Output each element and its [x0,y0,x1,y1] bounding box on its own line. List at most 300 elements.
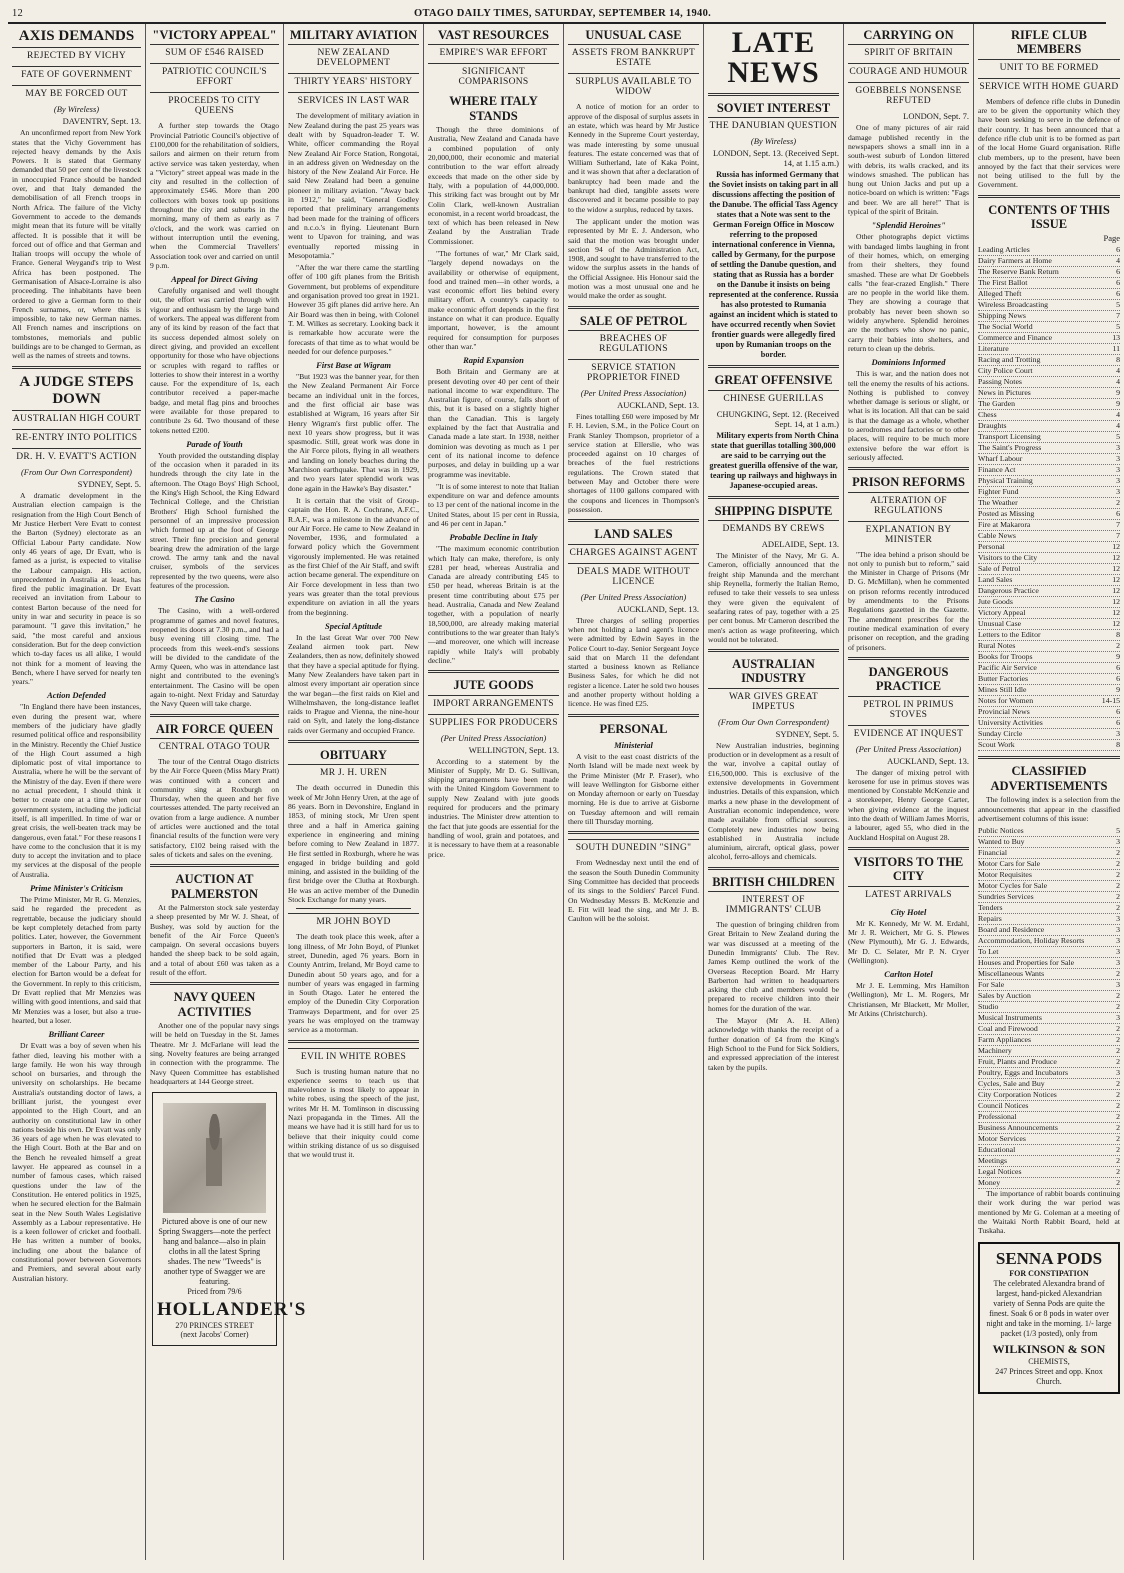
list-item-title: Finance Act [978,465,1016,475]
list-item-title: Fire at Makarora [978,520,1031,530]
headline-navy-queen: NAVY QUEEN ACTIVITIES [173,990,256,1019]
ad-text: The celebrated Alexandra brand of largest, hand-picked Alexandrian variety of Senna Pods are quite the finest. Soak 6 or 8 pods in water over night and take in the morning. 1/- large packet (1/3 posted), only from [986,1278,1112,1338]
list-item-page: 5 [1116,300,1120,310]
subhead: DR. H. V. EVATT'S ACTION [12,448,141,465]
list-item-page: 6 [1116,278,1120,288]
list-item [978,1057,1120,1068]
list-item [978,685,1120,696]
byline: (Per United Press Association) [440,732,547,743]
list-item-title: Sale of Petrol [978,564,1021,574]
article-text: "After the war there came the startling offer of 100 gift planes from the British Government, but problems of expenditure and organisation proved too great in 1921. However 35 gift planes did arrive here. An Air Board was then in being, with Colonel T. M. Wilkes as secretary. Looking back it is remarkable how accurate were the forecasts of that time as to what would be needed for our defence purposes." [288,263,419,356]
list-item [978,476,1120,487]
list-item-title: Cycles, Sale and Buy [978,1079,1045,1089]
list-item-title: The Weather [978,498,1018,508]
subhead: SERVICE STATION PROPRIETOR FINED [568,359,699,386]
list-item [978,399,1120,410]
list-item [978,1123,1120,1134]
list-item [978,245,1120,256]
list-item-title: Victory Appeal [978,608,1026,618]
subhead: SUM OF £546 RAISED [150,44,279,61]
list-item [978,355,1120,366]
article-text: The importance of rabbit boards continuing their work during the war period was mentioned by Mr G. Coleman at a meeting of the Waitaki North Rabbit Board, held at Tuskaha. [978,1189,1120,1236]
list-item-title: Educational [978,1145,1016,1155]
list-item-title: Provincial News [978,707,1030,717]
list-item-page: 2 [1116,1156,1120,1166]
list-item-title: Poultry, Eggs and Incubators [978,1068,1069,1078]
list-item-title: Shipping News [978,311,1026,321]
subhead: FATE OF GOVERNMENT [12,66,141,83]
list-item-title: Financial [978,848,1008,858]
list-item-page: 2 [1116,881,1120,891]
list-item-title: Coal and Firewood [978,1024,1038,1034]
list-item [978,947,1120,958]
list-item-title: Cable News [978,531,1016,541]
list-item [978,586,1120,597]
list-item [978,980,1120,991]
list-item [978,1035,1120,1046]
list-item-page: 2 [1116,1002,1120,1012]
subhead-evil-white-robes: EVIL IN WHITE ROBES [288,1048,419,1065]
list-item-page: 3 [1116,465,1120,475]
list-item-title: Motor Cycles for Sale [978,881,1048,891]
sidehead: Ministerial [614,739,653,750]
subhead: THIRTY YEARS' HISTORY [288,73,419,90]
list-item [978,826,1120,837]
list-item-title: Draughts [978,421,1007,431]
article-text: It is certain that the visit of Group-captain the Hon. R. A. Cochrane, A.F.C., R.A.F., was a milestone in the advance of our Air Force. He came to New Zealand in November, 1936, and formulated a forward policy which the Government vigorously implemented. He was retained as the first Chief of the Air Staff, and swift action became general. The expenditure on Air Force development in less than two years was greater than the total previous expenditure on aviation in all the years from the beginning. [288,495,419,617]
hollanders-advertisement [152,1092,307,1346]
headline-shipping-dispute: SHIPPING DISPUTE [714,503,833,518]
divider [296,908,411,909]
list-item-title: Leading Articles [978,245,1030,255]
article-text: "The idea behind a prison should be not only to punish but to reform," said the Minister in Charge of Prisons (Mr D. G. McMillan), when he commented on prison reforms recently introduced by amendments to the Prisons Regulations gazetted in the Gazette. The amendment prescribes for the routine medical examination of every prisoner on reception, and the grading of prisoners. [848,549,969,652]
list-item [978,553,1120,564]
list-item-title: Fruit, Plants and Produce [978,1057,1057,1067]
list-item-title: Mines Still Idle [978,685,1027,695]
list-item-page: 4 [1116,421,1120,431]
list-item-page: 4 [1116,366,1120,376]
list-item-title: The Saint's Progress [978,443,1042,453]
list-item [978,1178,1120,1189]
subhead: SPIRIT OF BRITAIN [848,44,969,61]
dateline: ADELAIDE, Sept. 13. [761,539,839,550]
list-item-page: 4 [1116,410,1120,420]
divider [708,496,839,499]
subhead: DEALS MADE WITHOUT LICENCE [568,563,699,590]
list-item-page: 2 [1116,848,1120,858]
subhead: PATRIOTIC COUNCIL'S EFFORT [150,63,279,90]
list-item [978,837,1120,848]
dateline: SYDNEY, Sept. 5. [775,728,839,739]
sidehead: First Base at Wigram [316,360,391,371]
list-item-page: 14-15 [1101,696,1120,706]
list-item-page: 8 [1116,630,1120,640]
list-item-title: Rural Notes [978,641,1016,651]
list-item [978,848,1120,859]
list-item [978,859,1120,870]
list-item-page: 6 [1116,267,1120,277]
list-item-page: 2 [1116,498,1120,508]
subhead: ASSETS FROM BANKRUPT ESTATE [568,44,699,71]
ad-address: 270 PRINCES STREET [175,1321,254,1331]
list-item-title: Personal [978,542,1005,552]
article-text: New Australian industries, beginning production or in development as a result of the war, involve a capital outlay of £16,500,000. This is exclusive of the extensive developments in Government industries. Details of this expansion, which marks a new phase in the development of Australian economic independence, were made available from official sources. Completely new industries now being established in Australia include aluminium, aircraft, optical glass, power alcohol, ferro-alloys and chemicals. [708,740,839,862]
list-item-page: 3 [1116,947,1120,957]
article-text-bold: Military experts from North China state that guerillas totalling 300,000 are said to be carrying out the greatest guerilla offensive of the war, tearing up railways and highways in Japanese-occupied areas. [709,430,839,490]
headline-visitors: VISITORS TO THE CITY [853,854,964,884]
list-item [978,663,1120,674]
list-item [978,377,1120,388]
list-item [978,740,1120,751]
divider [150,714,279,717]
dateline: AUCKLAND, Sept. 13. [617,603,699,614]
senna-pods-advertisement [978,1242,1120,1394]
list-item [978,344,1120,355]
divider [568,714,699,717]
list-item-page: 2 [1116,1145,1120,1155]
subhead: WAR GIVES GREAT IMPETUS [708,688,839,715]
divider [978,195,1120,198]
list-item-page: 8 [1116,355,1120,365]
subhead: SERVICES IN LAST WAR [288,92,419,109]
list-item-page: 3 [1116,925,1120,935]
list-item-title: Books for Troops [978,652,1033,662]
headline-where-italy-stands: WHERE ITALY STANDS [449,94,538,123]
article-text: Such is trusting human nature that no experience seems to teach us that malevolence is most likely to appear in white robes, using the speech of the just, writes Mr H. M. Tomlinson in discussing Nazi propaganda in the Times. All the means we have had it is still hard for us to believe that their iniquity could come within striking distance of us so disguised that we would trust it. [288,1066,419,1160]
list-item-title: University Activities [978,718,1043,728]
headline-auction-palmerston: AUCTION AT PALMERSTON [170,872,259,901]
list-item [978,1024,1120,1035]
article-text: Mr J. E. Lemming, Mrs Hamilton (Wellington), Mr L. M. Rogers, Mr Christiansen, Mr Blackett, Mr Moller, Mr Atkins (Christchurch). [848,981,969,1019]
subhead: SUPPLIES FOR PRODUCERS [428,714,559,731]
list-item [978,1068,1120,1079]
list-item [978,322,1120,333]
headline-rifle-club: RIFLE CLUB MEMBERS [1010,28,1088,57]
subhead: SERVICE WITH HOME GUARD [978,78,1120,95]
subhead: INTEREST OF IMMIGRANTS' CLUB [708,891,839,918]
article-text: Youth provided the outstanding display of the occasion when it paraded in its hundreds through the city late in the afternoon. The Otago Boys' High School, the King's High School, the King Edward Technical College, and the Christian Brothers' High School furnished the personnel of an impressive procession which formed up at the foot of George street. Their fine precision and general bearing drew the admiration of the large crowd. The army tank and the naval cruiser, symbols of the services represented by the two queens, were also features of the procession. [150,450,279,591]
list-item-page: 2 [1116,859,1120,869]
list-item-title: For Sale [978,980,1005,990]
list-item-title: Dairy Farmers at Home [978,256,1052,266]
list-item-title: Passing Notes [978,377,1022,387]
divider [150,864,279,867]
list-item-title: Wireless Broadcasting [978,300,1049,310]
article-text: Fines totalling £60 were imposed by Mr F. H. Levien, S.M., in the Police Court on Frank Stanley Thompson, proprietor of a service station at Ellerslie, who was proceeded against on 10 charges of breaches of the fuel restrictions regulations. The Crown stated that between May and October there were shortages of 1100 gallons compared with the coupons and licences in Thompson's possession. [568,411,699,514]
list-item-page: 3 [1116,958,1120,968]
list-item-title: Pacific Air Service [978,663,1037,673]
list-item-page: 12 [1112,542,1120,552]
list-item [978,300,1120,311]
list-item-page: 9 [1116,399,1120,409]
article-text: According to a statement by the Minister of Supply, Mr D. G. Sullivan, shipping arrangements have been made with the United Kingdom Government to supply New Zealand with jute goods required for producers and the primary industries. The Minister drew attention to the fact that jute goods are essential for the handling of wool, grain and potatoes, and it is necessary to have them at a reasonable price. [428,756,559,859]
ad-address: 247 Princes Street and opp. Knox Church. [995,1366,1103,1386]
headline-personal: PERSONAL [599,721,668,736]
list-item-page: 12 [1112,553,1120,563]
ad-price: Priced from 79/6 [187,1287,242,1297]
article-text: At the Palmerston stock sale yesterday a sheep presented by Mr W. J. Sheat, of Bushey, was sold by auction for the benefit of the Air Force Queen's campaign. On several occasions buyers handed the sheep back to be sold again, and a total of about £60 was taken as a result of the effort. [150,902,279,978]
list-item [978,652,1120,663]
list-item [978,454,1120,465]
article-text-bold: Russia has informed Germany that the Soviet insists on taking part in all discussions affecting the position of the Danube. The official Tass Agency states that a Note was sent to the German Foreign Office in Moscow referring to the proposed international conference in Vienna, called by Germany, for the purpose of settling the Danube question, and stating that as Russia has a border on the Danube it insists on being represented at the conference. Russia has also protested to Rumania against an incident which is stated to have occurred recently when Soviet frontier guards were allegedly fired upon by Rumanian troops on the border. [708,170,839,360]
article-text: The development of military aviation in New Zealand during the past 25 years was dealt with by Squadron-leader T. W. White, officer commanding the Royal New Zealand Air Force Station, Rongotai, in an address given on Wednesday on the history of the New Zealand Air Force. He said New Zealand had been a genuine pioneer in military aviation. "Away back in 1912," he said, "General Godley reported that preliminary arrangements had been made for the training of officers and n.c.o.'s in flying. Lieutenant Burn went to Upavon for training, and was eventually reported missing in Mesopotamia." [288,111,419,260]
article-text: Carefully organised and well thought out, the effort was carried through with vigour and enthusiasm by the large band of workers. The appeal was different from any of its kind by reason of the fact that its success depended almost solely on direct giving, and provided an excellent opportunity for those who have objections or scruples with regard to raffles or lotteries to show their interest in a worthy cause. For the expenditure of 1s, each contributor received a paper-mache badge, and metal flag pins and brooches were available for those prepared to contribute 2s 6d. Two thousand of these tokens netted £200. [150,286,279,435]
divider [848,657,969,660]
list-item [978,729,1120,740]
subhead: PROCEEDS TO CITY QUEENS [150,92,279,119]
ad-brand: HOLLANDER'S [157,1299,307,1321]
list-item [978,1167,1120,1178]
list-item [978,1101,1120,1112]
list-item [978,1112,1120,1123]
list-item-title: Physical Training [978,476,1033,486]
list-item-title: Wharf Labour [978,454,1023,464]
list-item [978,278,1120,289]
list-item-title: Motor Requisites [978,870,1032,880]
list-item-page: 3 [1116,1068,1120,1078]
subhead-south-dunedin-sing: SOUTH DUNEDIN "SING" [568,839,699,856]
list-item-page: 5 [1116,826,1120,836]
headline-sale-of-petrol: SALE OF PETROL [579,313,688,328]
dateline: LONDON, Sept. 13. (Received Sept. 14, at 1.15 a.m.) [712,148,839,169]
list-item [978,333,1120,344]
article-text: A dramatic development in the Australian election campaign is the resignation from the High Court Bench of Mr Justice Herbert Vere Evatt to contest the Barton (Sydney) electorate as an Official Labour Party candidate. Now only 46 years of age, Dr Evatt, who is famed as a jurist, is expected to vitalise the Labour campaign. His action, unprecedented in Australia at least, has fired the public imagination. Dr Evatt received an invitation from Labour to contest Barton because of the need for unity in war and security in peace is so paramount. "I gave this invitation," he said, "the most careful and anxious consideration. But for the deep conviction which to-day faces us all alike, I would not think for a moment of leaving the Bench, where I have served for nearly ten years." [12,491,141,687]
article-text: The Casino, with a well-ordered programme of games and novel features, reopened its doors at 7.30 p.m., and had a busy evening till closing time. The proceeds from this week-end's sessions will be divided to the candidate of the Army Queen, who was in attendance last night and contributed to the evening's entertainment. The Casino will be open again to-night. Next Friday and Saturday the Navy Queen will take charge. [150,606,279,709]
dateline: AUCKLAND, Sept. 13. [617,399,699,410]
list-item-page: 8 [1116,740,1120,750]
list-item [978,410,1120,421]
divider [568,831,699,834]
headline-dangerous-practice: DANGEROUS PRACTICE [868,664,949,694]
article-text: The death took place this week, after a long illness, of Mr John Boyd, of Plunket street, Dunedin, aged 76 years. Born in County Antrim, Ireland, Mr Boyd came to Dunedin about 50 years ago, and for a number of years was engaged in farming in South Otago. Later he entered the employ of the Dunedin City Corporation Tramways Department, and for over 25 years he was employed on the tramway service as a motorman. [288,932,419,1035]
list-item [978,1090,1120,1101]
list-item-page: 3 [1116,729,1120,739]
list-item-page: 2 [1116,641,1120,651]
article-text: The Mayor (Mr A. H. Allen) acknowledge with thanks the receipt of a further donation of £4 from the King's High School to the Fund for Sick Soldiers, and expressed appreciation of the interest taken by the pupils. [708,1016,839,1072]
subhead: LATEST ARRIVALS [848,886,969,903]
list-item [978,892,1120,903]
list-item [978,969,1120,980]
sidehead: Dominions Informed [871,357,946,368]
list-item [978,542,1120,553]
article-text: The death occurred in Dunedin this week of Mr John Henry Uren, at the age of 86 years. Born in Devonshire, England in 1853, of mining stock, Mr Uren spent three and a half in America gaining experience in engineering and mining before coming to New Zealand in 1877. He first settled in Roxburgh, where he was engaged in bridge building and gold mining, and assisted in the building of the first bridge over the Clutha at Roxburgh. He was an active member of the Dunedin Stock Exchange for many years. [288,783,419,905]
list-item [978,608,1120,619]
subhead: MAY BE FORCED OUT [12,85,141,102]
article-text: From Wednesday next until the end of the season the South Dunedin Community Sing Committee has decided that proceeds of its sings to the Soldiers' Parcel Fund. On Wednesday Messrs B. McKenzie and E. Fitt will lead the sing, and Mr J. B. Caulton will be the soloist. [568,858,699,924]
divider [150,982,279,985]
byline: (Per United Press Association) [580,591,687,602]
sidehead: Prime Minister's Criticism [29,883,124,894]
list-item [978,487,1120,498]
headline-vast-resources: VAST RESOURCES [437,28,550,42]
list-item [978,1134,1120,1145]
contents-page-label: Page [1103,233,1120,244]
list-item-page: 3 [1116,454,1120,464]
list-item [978,991,1120,1002]
list-item [978,531,1120,542]
dateline: DAVENTRY, Sept. 13. [62,116,141,127]
late-news-banner: LATE NEWS [727,26,820,89]
list-item-title: Unusual Case [978,619,1022,629]
article-text: Three charges of selling properties when not holding a land agent's licence were admitted by Edwin Sayes in the Police Court to-day. Senior Sergeant Joyce said that on March 11 the defendant started a business known as Reliance Business Sales, for which he did not register a licence. Later he sold two houses and another property without holding a licence. He was fined £25. [568,615,699,709]
sidehead: The Casino [194,594,235,605]
byline: (Per United Press Association) [855,743,962,754]
headline-australian-industry: AUSTRALIAN INDUSTRY [732,657,815,686]
list-item-page: 2 [1116,892,1120,902]
list-item-page: 2 [1116,1101,1120,1111]
sidehead: Carlton Hotel [884,969,933,980]
contents-list [978,245,1120,751]
list-item-page: 5 [1116,432,1120,442]
list-item-page: 3 [1116,914,1120,924]
list-item [978,289,1120,300]
divider [288,1040,419,1043]
column-8 [974,24,1124,1560]
column-4 [424,24,564,1560]
list-item [978,267,1120,278]
subhead: BREACHES OF REGULATIONS [568,330,699,357]
list-item [978,881,1120,892]
list-item-title: Farm Appliances [978,1035,1032,1045]
divider [848,847,969,850]
divider [12,366,141,369]
paper-title: OTAGO DAILY TIMES, SATURDAY, SEPTEMBER 14, 1940. [414,8,712,19]
subhead: GOEBBELS NONSENSE REFUTED [848,82,969,109]
article-text: A visit to the east coast districts of the North Island will be made next week by the Prime Minister (Mr P. Fraser), who will leave Wellington for Gisborne either on Monday afternoon or early on Tuesday morning. He is due to arrive at Gisborne on Tuesday afternoon and will remain there till Thursday morning. [568,751,699,827]
fashion-illustration [163,1103,267,1213]
headline-obituary: OBITUARY [320,748,387,763]
divider [848,467,969,470]
subhead: EXPLANATION BY MINISTER [848,521,969,548]
ad-headline: SENNA PODS [995,1248,1103,1268]
list-item-title: Chess [978,410,997,420]
list-item-title: Studio [978,1002,999,1012]
list-item-page: 6 [1116,674,1120,684]
sidehead: Special Aptitude [324,620,383,631]
list-item-page: 2 [1116,991,1120,1001]
list-item-title: Sunday Circle [978,729,1023,739]
list-item-page: 2 [1116,969,1120,979]
headline-contents: CONTENTS OF THIS ISSUE [988,202,1110,232]
list-item-title: Sales by Auction [978,991,1031,1001]
list-item-page: 12 [1112,597,1120,607]
article-text: The Minister of the Navy, Mr G. A. Cameron, officially announced that the freight ship Manunda and the merchant ship Reynella, formerly the Italian Remo, refused to take their vessels to sea unless they were given the equivalent of seafaring rates of pay, together with a 25 per cent bonus. Mr Cameron described the men's action as wage profiteering, which would not be tolerated. [708,551,839,644]
ad-company-type: CHEMISTS, [1028,1356,1070,1366]
list-item [978,870,1120,881]
list-item-page: 9 [1116,388,1120,398]
list-item-title: Council Notices [978,1101,1029,1111]
byline: (From Our Own Correspondent) [717,716,830,727]
subhead: IMPORT ARRANGEMENTS [428,695,559,712]
list-item-page: 3 [1116,980,1120,990]
list-item-page: 12 [1112,564,1120,574]
list-item-page: 13 [1112,333,1120,343]
list-item [978,1079,1120,1090]
list-item-title: Tenders [978,903,1003,913]
list-item-page: 3 [1116,1013,1120,1023]
list-item-title: Professional [978,1112,1017,1122]
list-item-page: 6 [1116,509,1120,519]
headline-military-aviation: MILITARY AVIATION [289,28,418,42]
subhead: AUSTRALIAN HIGH COURT [12,410,141,427]
list-item-title: Scout Work [978,740,1015,750]
subhead: MR J. H. UREN [288,764,419,781]
list-item-page: 12 [1112,619,1120,629]
list-item-title: Motor Cars for Sale [978,859,1041,869]
headline-jute-goods: JUTE GOODS [453,678,534,693]
columns [8,24,1120,1560]
list-item-page: 2 [1116,1123,1120,1133]
article-text: "It is of some interest to note that Italian expenditure on war and defence amounts to 13 per cent of the national income in the United States, about 15 per cent in Russia, and 46 per cent in Japan." [428,481,559,528]
dateline: CHUNGKING, Sept. 12. (Received Sept. 14, at 1 a.m.) [716,408,839,429]
list-item-page: 3 [1116,476,1120,486]
dateline: WELLINGTON, Sept. 13. [468,744,559,755]
list-item [978,1046,1120,1057]
list-item [978,432,1120,443]
subhead: EVIDENCE AT INQUEST [848,725,969,742]
article-text: A further step towards the Otago Provincial Patriotic Council's objective of £100,000 for the rehabilitation of soldiers, sailors and airmen on their return from active service was taken yesterday, when a "Victory" street appeal was made in the city and resulted in the collection of approximately £546. More than 200 collectors with boxes took up positions throughout the city and suburbs in the morning, many of them as early as 7 o'clock, and the work was carried on without interruption until the evening, when the Commercial Travellers' Association took over and carried on until 9 p.m. [150,121,279,270]
list-item [978,914,1120,925]
list-item-page: 3 [1116,936,1120,946]
list-item-title: Board and Residence [978,925,1045,935]
list-item [978,564,1120,575]
headline-air-force-queen: AIR FORCE QUEEN [155,721,274,736]
column-5 [564,24,704,1560]
list-item-page: 5 [1116,322,1120,332]
article-text: Mr K. Kennedy, Mr W. M. Erdahl, Mr J. R. Weichert, Mr G. S. Plewes (New Plymouth), Mr G. J. Edwards, Mr D. C. Selater, Mr P. N. Cryer (Wellington). [848,918,969,965]
article-text: Though the three dominions of Australia, New Zealand and Canada have a combined population of only 20,000,000, their economic and material contribution to the war effort already exceeds that made on the other side by Italy, with a population of 44,000,000. This striking fact was brought out by Mr Colin Clark, well-known Australian economist, in a recent world broadcast, the text of which has been released in New Zealand by the Australian Trade Commissioner. [428,125,559,246]
list-item-title: City Corporation Notices [978,1090,1057,1100]
dateline: SYDNEY, Sept. 5. [77,479,141,490]
list-item-page: 2 [1116,1057,1120,1067]
list-item-page: 7 [1116,311,1120,321]
list-item-title: Houses and Properties for Sale [978,958,1075,968]
list-item-title: Accommodation, Holiday Resorts [978,936,1085,946]
list-item-page: 6 [1116,707,1120,717]
divider [568,306,699,309]
subhead: RE-ENTRY INTO POLITICS [12,429,141,446]
article-text: "But 1923 was the banner year, for then the New Zealand Permanent Air Force became an individual unit in the forces, and the first official air base was established at Wigram, 16 years after Sir Henry Wigram's first public offer. The next 10 years show progress, but it was spasmodic. Still, great work was done in the Air Force pilots, flying in all weathers and landing on lonely beaches during the Marchison earthquake. That was in 1929, and two years later splendid work was done again in the Hawke's Bay disaster." [288,372,419,493]
subhead: CHINESE GUERILLAS [708,390,839,407]
list-item-title: Letters to the Editor [978,630,1041,640]
subhead: SURPLUS AVAILABLE TO WIDOW [568,73,699,100]
headline-soviet-interest: SOVIET INTEREST [716,101,831,115]
list-item-page: 12 [1112,608,1120,618]
masthead [8,6,1106,24]
article-text: A notice of motion for an order to approve of the disposal of surplus assets in an estate, which was heard by Mr Justice Kennedy in the Supreme Court yesterday, was made interesting by some unusual features. The estate concerned was that of William Sutherland, late of Kaka Point, and it was shown that after a declaration of bankruptcy had been made and the bankrupt had died, tangible assets were discovered and it became possible to pay to the widow a surplus, reduced by taxes. [568,102,699,214]
article-text: This is war, and the nation does not tell the enemy the results of his actions. Nothing is published to convey whether damage is serious or slight, or what is its location. All that can be said is that the damage as a whole, whether to aerodromes and factories or to other places, will require to be much more extensive before the war effort is seriously affected. [848,369,969,462]
list-item [978,575,1120,586]
headline-axis-demands: AXIS DEMANDS [18,28,135,44]
list-item [978,619,1120,630]
list-item-page: 2 [1116,1178,1120,1188]
column-3 [284,24,424,1560]
sidehead: Action Defended [47,690,106,701]
subhead: UNIT TO BE FORMED [978,59,1120,76]
list-item-page: 2 [1116,1046,1120,1056]
classified-list [978,826,1120,1189]
list-item [978,520,1120,531]
list-item [978,925,1120,936]
article-text: In the last Great War over 700 New Zealand airmen took part. New Zealanders, then as now, definitely showed that they have a special aptitude for flying. Many New Zealanders have taken part in almost every important air operation since the war began—the first raids on Kiel and Wilhelmshaven, the long-distance leaflet raids to Prague and Vienna, the nine-hour raid on Sylt, and lately the long-distance raids over Germany and occupied France. [288,632,419,735]
divider [708,867,839,870]
article-text: Another one of the popular navy sings will be held on Tuesday in the St. James Theatre. Mr J. McFarlane will lead the sing. Novelty features are being arranged in connection with the programme. The Navy Queen Committee has established headquarters at 144 George street. [150,1021,279,1086]
headline-land-sales: LAND SALES [594,527,673,542]
list-item-page: 12 [1112,586,1120,596]
list-item-title: The Reserve Bank Return [978,267,1059,277]
list-item-page: 3 [1116,487,1120,497]
headline-great-offensive: GREAT OFFENSIVE [714,373,833,388]
